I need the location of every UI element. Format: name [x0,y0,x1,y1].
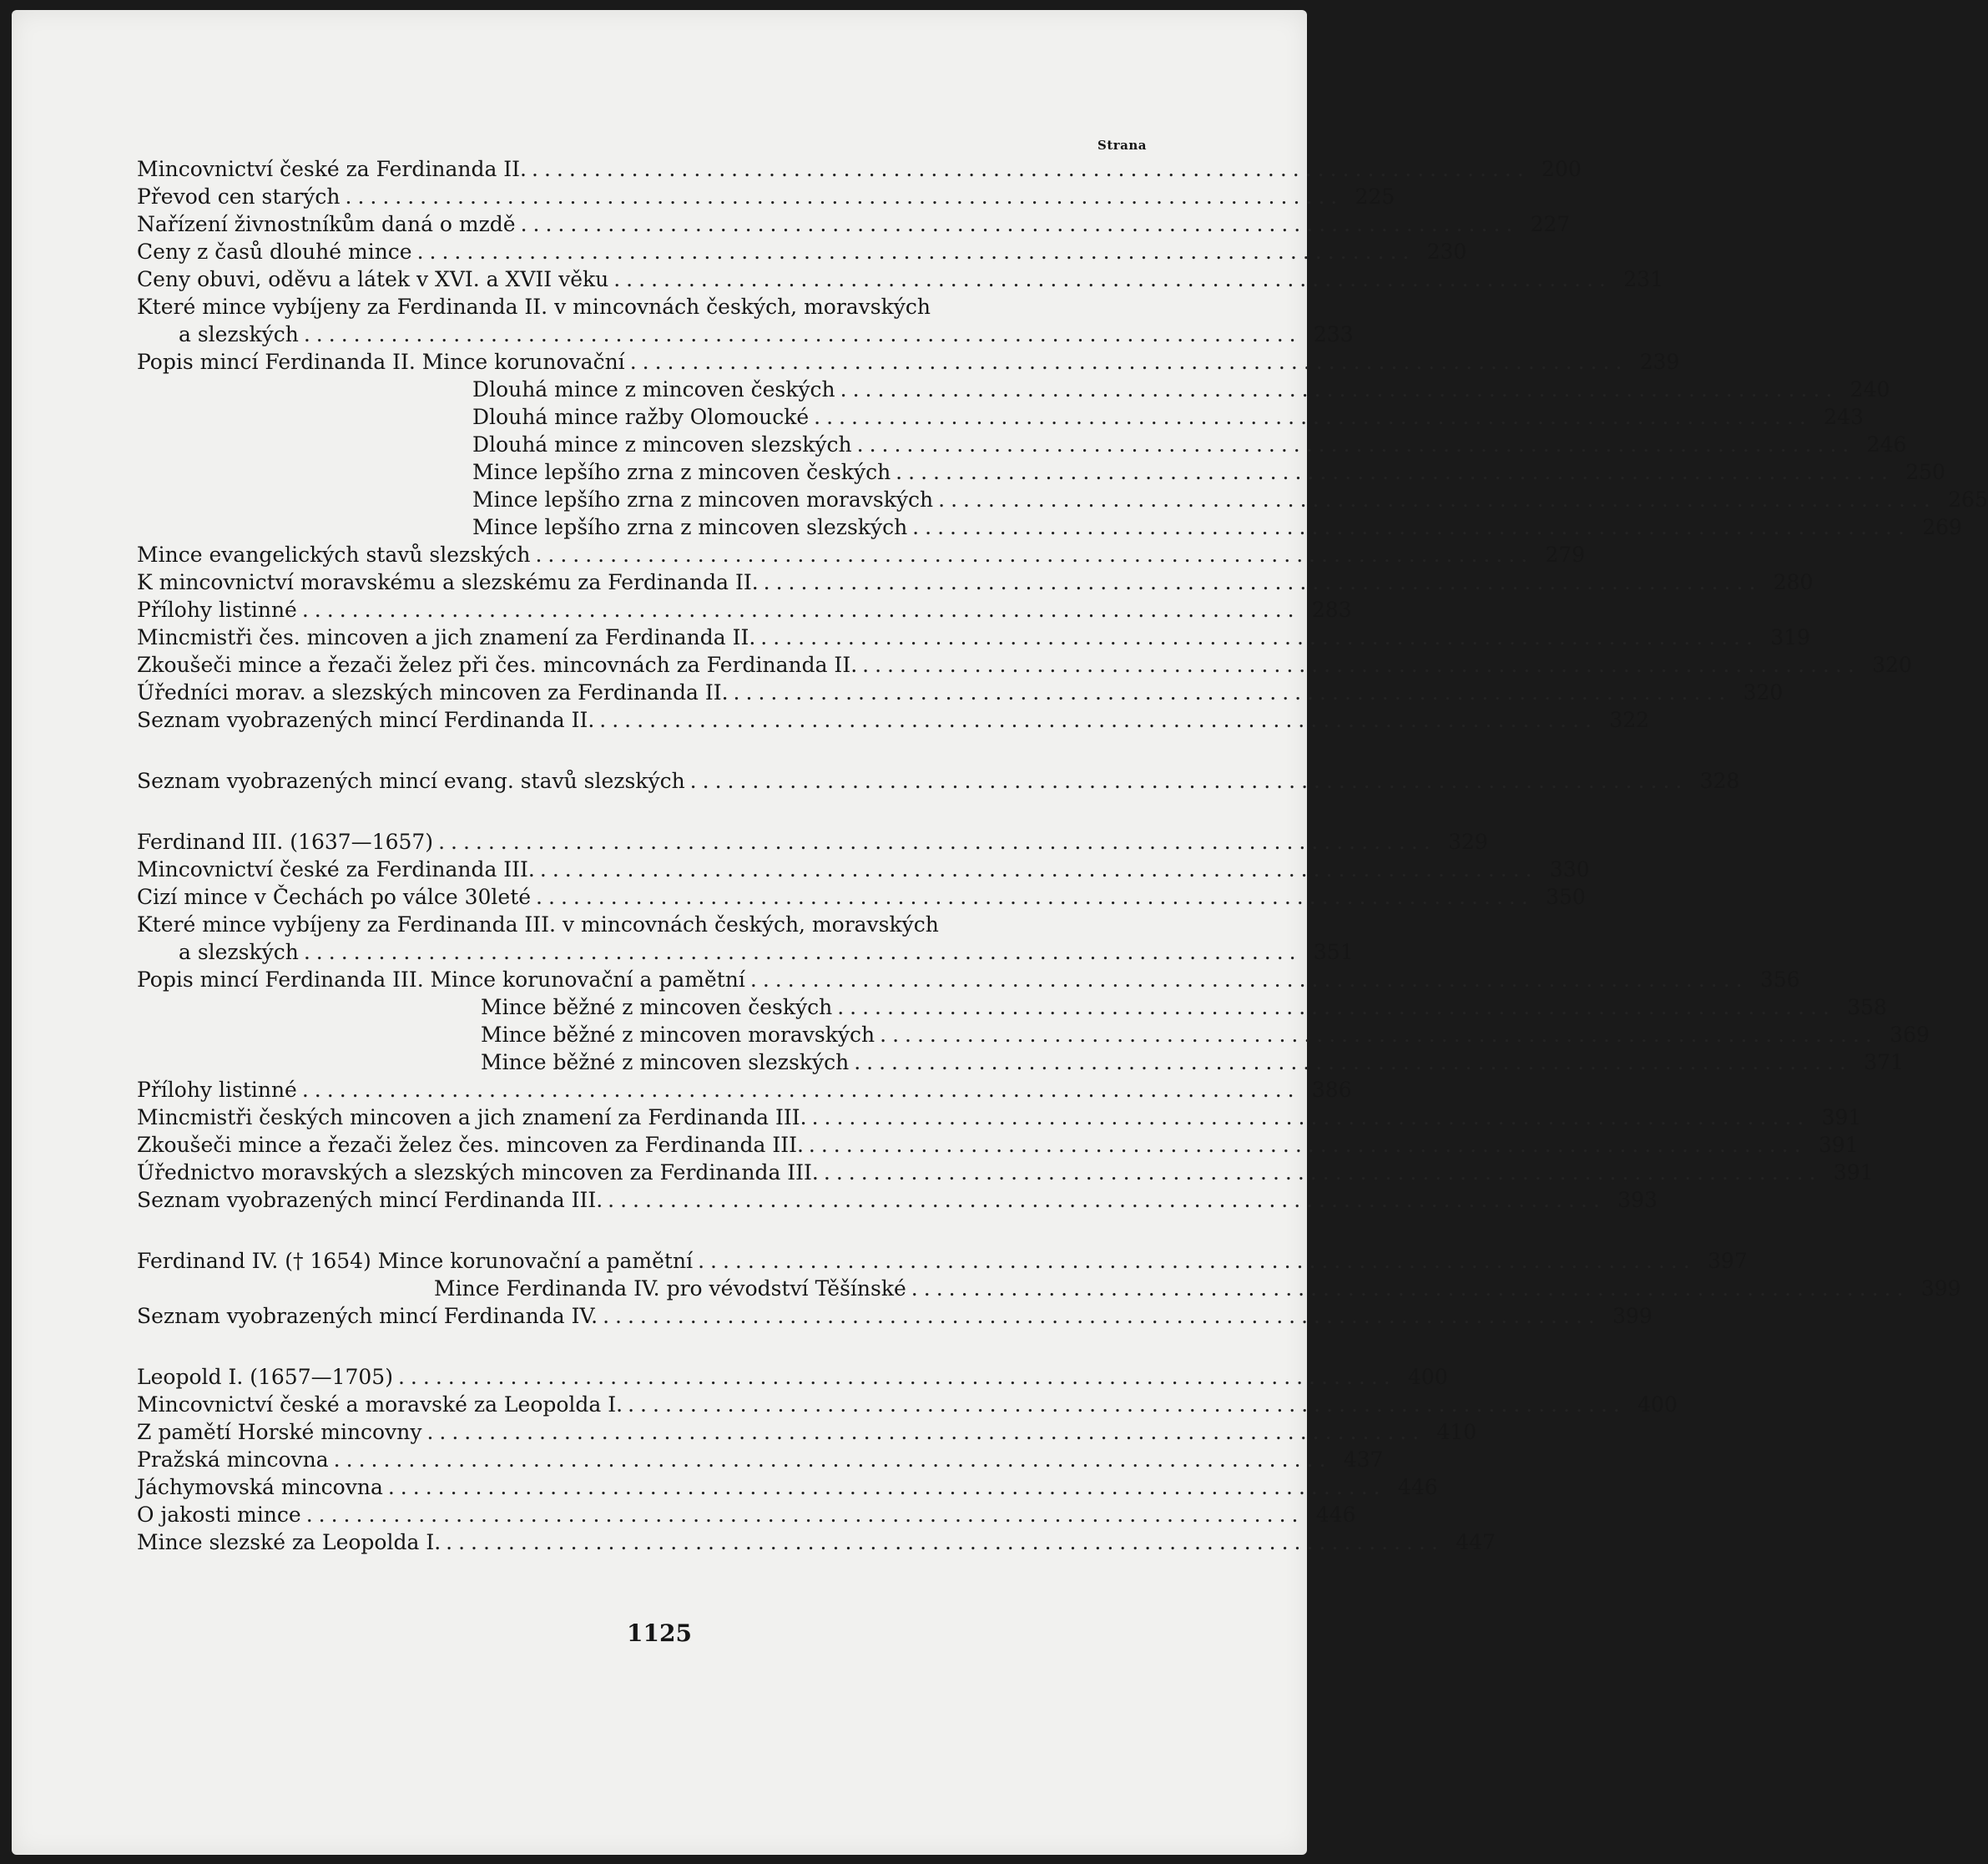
toc-entry [137,293,1147,321]
toc-entry-title: Pražská mincovna [137,1447,329,1472]
toc-entry-title: Mince běžné z mincoven slezských [481,1050,850,1074]
toc-entry [137,679,1784,706]
dot-leader: ................................................................................ [536,885,1534,909]
toc-entry-title: Mince lepšího zrna z mincoven slezských [472,515,908,539]
toc-entry-page: 391 [1818,1133,1859,1157]
toc-entries [137,155,1988,1556]
toc-entry-page: 351 [1313,940,1354,964]
toc-entry [137,1131,1859,1159]
toc-entry-title: Převod cen starých [137,184,341,209]
section-gap [137,1214,1147,1247]
toc-entry-page: 393 [1617,1188,1658,1212]
toc-entry [137,911,1147,938]
toc-entry-title: Mince lepšího zrna z mincoven českých [472,460,891,484]
toc-entry [137,431,1907,458]
toc-entry [137,1247,1748,1275]
toc-entry [137,1048,1904,1076]
toc-entry-page: 328 [1699,769,1740,793]
toc-entry-title: a slezských [179,322,299,346]
toc-entry-page: 225 [1355,184,1395,209]
toc-entry-title: Mincovnictví české a moravské za Leopolda I. [137,1392,623,1417]
dot-leader: ................................................................................ [912,515,1910,539]
toc-entry [137,1302,1652,1330]
toc-entry-title: Seznam vyobrazených mincí Ferdinanda IV. [137,1304,598,1328]
toc-entry-title: Mince evangelických stavů slezských [137,543,531,567]
dot-leader: ................................................................................ [301,598,1300,622]
toc-entry-page: 356 [1759,967,1800,992]
toc-entry [137,513,1962,541]
toc-entry [137,486,1988,513]
dot-leader: ................................................................................ [837,995,1835,1019]
toc-entry [137,1186,1658,1214]
toc-entry [137,183,1395,210]
dot-leader: ................................................................................ [823,1160,1822,1185]
toc-entry-page: 446 [1397,1475,1438,1499]
toc-entry-title: Které mince vybíjeny za Ferdinanda II. v mincovnách českých, moravských [137,295,931,319]
toc-entry-page: 250 [1905,460,1945,484]
toc-entry [137,993,1887,1021]
toc-entry [137,1391,1678,1418]
toc-entry-page: 410 [1436,1420,1477,1444]
toc-entry [137,883,1586,911]
toc-entry-title: Úřednictvo moravských a slezských mincoven za Ferdinanda III. [137,1160,819,1185]
toc-entry [137,376,1890,403]
toc-entry-page: 280 [1773,570,1814,594]
section-gap [137,734,1147,767]
toc-entry-title: Dlouhá mince z mincoven slezských [472,432,852,457]
dot-leader: ................................................................................ [345,184,1344,209]
toc-entry-page: 200 [1541,157,1582,181]
toc-entry [137,348,1680,376]
dot-leader: ................................................................................ [438,830,1436,854]
toc-entry-title: Mince lepšího zrna z mincoven moravských [472,487,934,512]
dot-leader: ................................................................................ [760,625,1759,649]
toc-entry-page: 283 [1311,598,1352,622]
toc-entry-page: 265 [1948,487,1988,512]
toc-entry-title: Z pamětí Horské mincovny [137,1420,422,1444]
toc-entry-page: 279 [1545,543,1586,567]
dot-leader: ................................................................................ [749,967,1748,992]
dot-leader: ................................................................................ [938,487,1936,512]
toc-entry-page: 400 [1408,1365,1448,1389]
dot-leader: ................................................................................ [733,680,1732,705]
toc-entry-page: 322 [1609,708,1650,732]
toc-entry-page: 320 [1872,653,1912,677]
toc-entry [137,1076,1352,1104]
toc-entry-page: 386 [1311,1078,1352,1102]
toc-entry [137,596,1352,624]
toc-entry [137,1275,1961,1302]
dot-leader: ................................................................................ [629,350,1628,374]
toc-entry-title: Nařízení živnostníkům daná o mzdě [137,212,516,236]
dot-leader: ................................................................................ [599,708,1598,732]
toc-entry-title: Ferdinand III. (1637—1657) [137,830,434,854]
toc-entry-title: Mincmistři českých mincoven a jich znamení za Ferdinanda III. [137,1105,807,1129]
page-number: 1125 [627,1619,692,1647]
dot-leader: ................................................................................ [539,857,1538,881]
toc-entry [137,1104,1862,1131]
toc-entry-page: 399 [1612,1304,1652,1328]
toc-entry-title: Dlouhá mince ražby Olomoucké [472,405,810,429]
toc-entry [137,856,1590,883]
table-of-contents [137,135,1988,1556]
toc-entry-title: K mincovnictví moravskému a slezskému za Ferdinanda II. [137,570,759,594]
toc-entry-title: Mince běžné z mincoven českých [481,995,833,1019]
toc-entry-page: 243 [1824,405,1864,429]
dot-leader: ................................................................................ [303,940,1302,964]
dot-leader: ................................................................................ [397,1365,1396,1389]
toc-entry-title: Ferdinand IV. († 1654) Mince korunovační a pamětní [137,1249,694,1273]
dot-leader: ................................................................................ [880,1023,1878,1047]
toc-entry-page: 358 [1847,995,1887,1019]
toc-entry [137,706,1650,734]
dot-leader: ................................................................................ [763,570,1762,594]
toc-entry-page: 437 [1343,1447,1384,1472]
toc-entry-title: Seznam vyobrazených mincí Ferdinanda II. [137,708,595,732]
toc-entry-page: 447 [1456,1530,1496,1554]
dot-leader: ................................................................................ [416,240,1415,264]
dot-leader: ................................................................................ [608,1188,1606,1212]
toc-entry [137,265,1663,293]
toc-entry [137,651,1912,679]
toc-entry-page: 330 [1549,857,1590,881]
toc-entry-title: Cizí mince v Čechách po válce 30leté [137,885,532,909]
dot-leader: ................................................................................ [535,543,1534,567]
toc-entry [137,155,1582,183]
toc-entry-page: 230 [1426,240,1467,264]
toc-entry-title: Seznam vyobrazených mincí evang. stavů slezských [137,769,685,793]
dot-leader: ................................................................................ [603,1304,1601,1328]
toc-entry-title: Dlouhá mince z mincoven českých [472,377,835,402]
dot-leader: ................................................................................ [628,1392,1626,1417]
toc-entry [137,541,1586,568]
toc-entry-title: Ceny obuvi, oděvu a látek v XVI. a XVII věku [137,267,609,291]
dot-leader: ................................................................................ [303,322,1302,346]
book-page [12,10,1988,1855]
toc-entry-title: Mincovnictví české za Ferdinanda II. [137,157,527,181]
toc-entry-title: Úředníci morav. a slezských mincoven za Ferdinanda II. [137,680,729,705]
toc-entry [137,210,1571,238]
dot-leader: ................................................................................ [911,1276,1910,1301]
dot-leader: ................................................................................ [808,1133,1807,1157]
dot-leader: ................................................................................ [520,212,1519,236]
toc-entry-title: Mince slezské za Leopolda I. [137,1530,441,1554]
toc-entry-page: 400 [1637,1392,1678,1417]
toc-entry-title: Jáchymovská mincovna [137,1475,383,1499]
dot-leader: ................................................................................ [840,377,1839,402]
dot-leader: ................................................................................ [387,1475,1386,1499]
toc-entry [137,1446,1384,1473]
toc-entry-title: Popis mincí Ferdinanda II. Mince korunovační [137,350,625,374]
toc-entry-page: 371 [1864,1050,1904,1074]
toc-entry [137,767,1740,795]
toc-entry-page: 239 [1639,350,1680,374]
toc-entry-title: Přílohy listinné [137,1078,297,1102]
toc-entry-page: 391 [1833,1160,1874,1185]
toc-entry [137,1501,1356,1528]
toc-entry-page: 246 [1866,432,1907,457]
toc-entry-page: 329 [1448,830,1488,854]
section-gap [137,795,1147,828]
toc-entry-title: Přílohy listinné [137,598,297,622]
dot-leader: ................................................................................ [613,267,1612,291]
dot-leader: ................................................................................ [698,1249,1696,1273]
toc-entry [137,938,1354,966]
toc-entry [137,1418,1477,1446]
toc-entry [137,238,1467,265]
dot-leader: ................................................................................ [305,1503,1304,1527]
toc-entry [137,1021,1930,1048]
dot-leader: ................................................................................ [856,432,1855,457]
toc-entry [137,403,1864,431]
dot-leader: ................................................................................ [862,653,1860,677]
toc-entry-title: Které mince vybíjeny za Ferdinanda III. v mincovnách českých, moravských [137,912,939,937]
toc-entry [137,828,1488,856]
toc-entry-title: Mincovnictví české za Ferdinanda III. [137,857,535,881]
toc-entry [137,1159,1874,1186]
toc-entry-title: Ceny z časů dlouhé mince [137,240,412,264]
toc-entry-page: 350 [1546,885,1586,909]
toc-entry-page: 397 [1708,1249,1748,1273]
dot-leader: ................................................................................ [446,1530,1444,1554]
toc-entry-title: Zkoušeči mince a řezači želez čes. mincoven za Ferdinanda III. [137,1133,804,1157]
dot-leader: ................................................................................ [896,460,1894,484]
toc-entry-title: Mince Ferdinanda IV. pro vévodství Těšínské [434,1276,906,1301]
toc-entry-title: O jakosti mince [137,1503,301,1527]
toc-entry-title: Seznam vyobrazených mincí Ferdinanda III. [137,1188,603,1212]
toc-entry-title: Mince běžné z mincoven moravských [481,1023,875,1047]
dot-leader: ................................................................................ [333,1447,1332,1472]
toc-entry-page: 233 [1313,322,1354,346]
toc-entry-page: 369 [1890,1023,1930,1047]
dot-leader: ................................................................................ [689,769,1688,793]
toc-entry-page: 240 [1849,377,1890,402]
toc-entry-title: a slezských [179,940,299,964]
toc-entry [137,458,1945,486]
dot-leader: ................................................................................ [532,157,1530,181]
toc-entry-page: 269 [1922,515,1962,539]
toc-entry-title: Popis mincí Ferdinanda III. Mince korunovační a pamětní [137,967,745,992]
dot-leader: ................................................................................ [426,1420,1425,1444]
toc-entry [137,1473,1438,1501]
dot-leader: ................................................................................ [814,405,1812,429]
toc-entry-page: 231 [1623,267,1663,291]
toc-entry-page: 319 [1770,625,1811,649]
dot-leader: ................................................................................ [301,1078,1300,1102]
toc-entry [137,624,1811,651]
page-column-label: Strana [1097,138,1147,153]
toc-entry [137,321,1354,348]
toc-entry-page: 399 [1920,1276,1961,1301]
dot-leader: ................................................................................ [811,1105,1810,1129]
toc-entry [137,568,1814,596]
toc-entry-title: Zkoušeči mince a řezači želez při čes. mincovnách za Ferdinanda II. [137,653,858,677]
toc-entry-title: Leopold I. (1657—1705) [137,1365,393,1389]
dot-leader: ................................................................................ [854,1050,1852,1074]
toc-entry-page: 446 [1315,1503,1356,1527]
toc-entry [137,1363,1448,1391]
section-gap [137,1330,1147,1363]
toc-entry [137,966,1800,993]
toc-entry-title: Mincmistři čes. mincoven a jich znamení za Ferdinanda II. [137,625,756,649]
toc-entry-page: 320 [1743,680,1784,705]
toc-entry-page: 391 [1821,1105,1862,1129]
toc-entry [137,1528,1496,1556]
toc-entry-page: 227 [1530,212,1571,236]
